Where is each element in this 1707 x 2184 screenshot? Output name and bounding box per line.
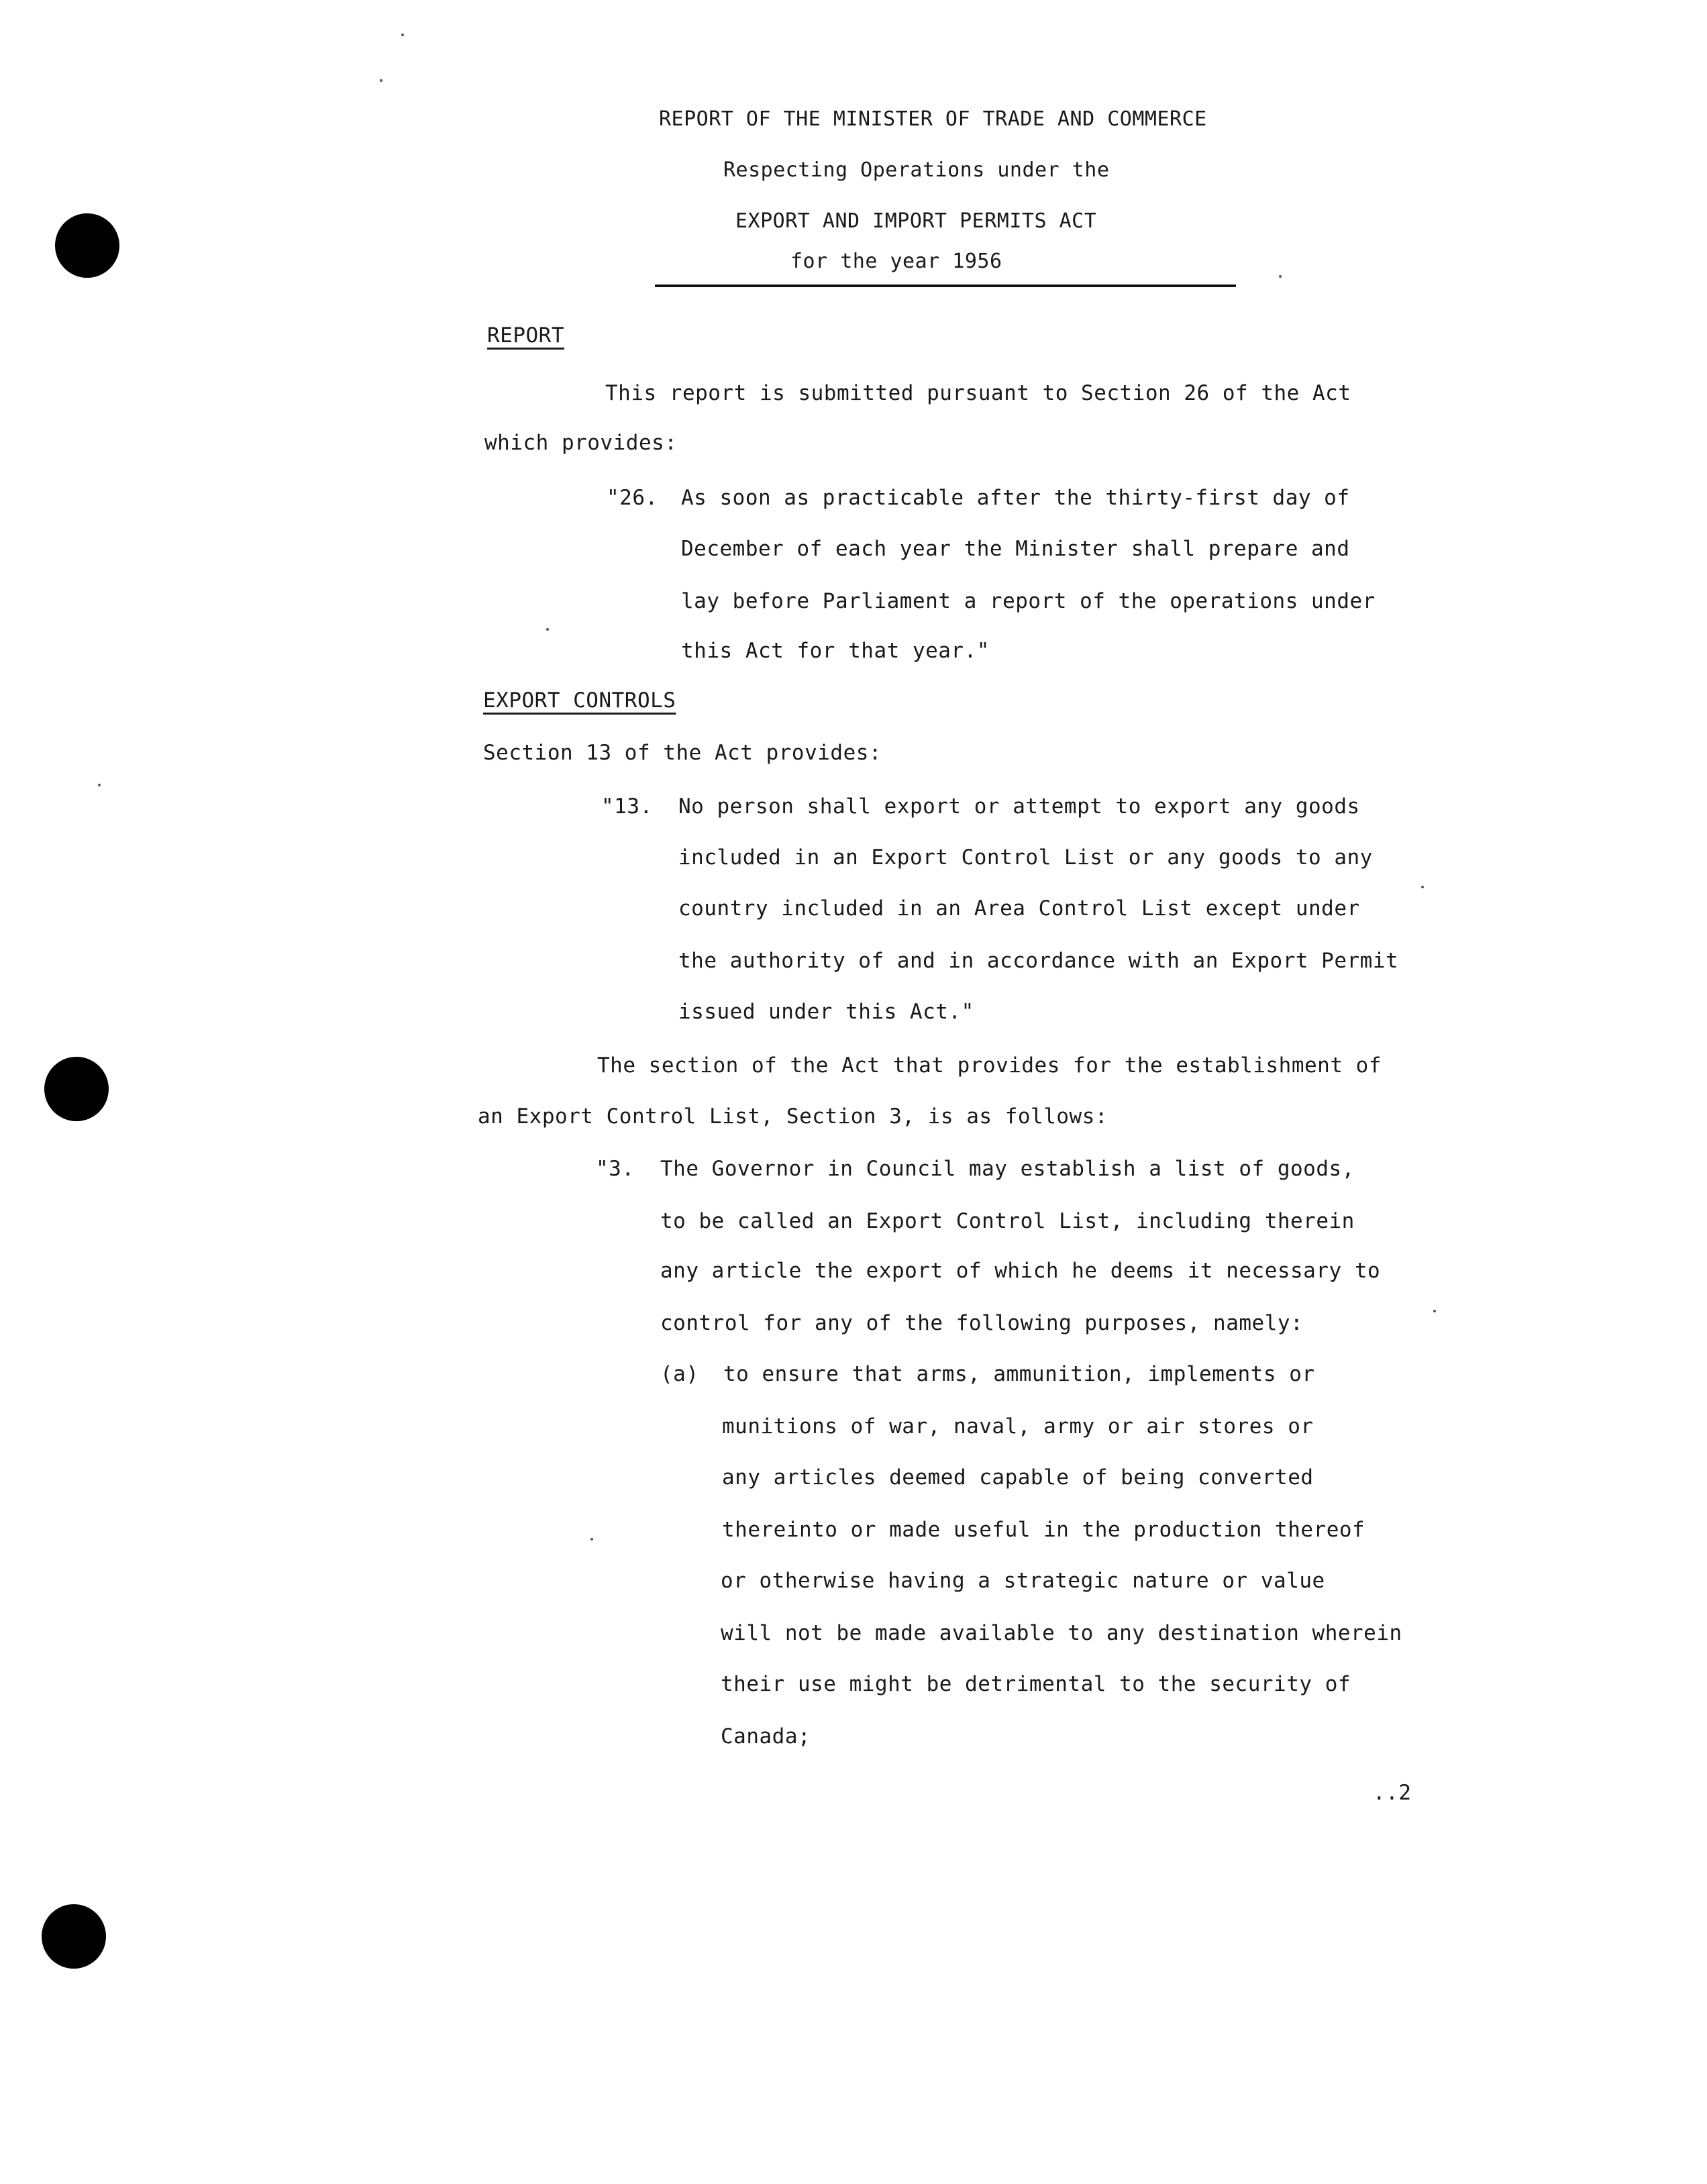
report-subtitle: Respecting Operations under the <box>723 158 1110 182</box>
report-title: REPORT OF THE MINISTER OF TRADE AND COMMERCE <box>659 107 1207 131</box>
quote-number: "13. <box>601 794 653 819</box>
item-line: will not be made available to any destination wherein <box>721 1621 1402 1645</box>
report-intro-line: which provides: <box>484 431 678 455</box>
quote-line: control for any of the following purposes, namely: <box>660 1311 1304 1335</box>
quote-line: lay before Parliament a report of the operations under <box>681 589 1376 613</box>
item-line: thereinto or made useful in the production thereof <box>722 1518 1365 1542</box>
scan-speck <box>401 34 404 36</box>
item-line: to ensure that arms, ammunition, implements or <box>723 1362 1315 1386</box>
quote-line: this Act for that year." <box>681 639 990 663</box>
scan-speck <box>546 628 549 631</box>
export-controls-heading: EXPORT CONTROLS <box>483 688 676 713</box>
quote-line: included in an Export Control List or any goods to any <box>678 845 1373 870</box>
header-rule <box>655 284 1236 287</box>
scan-speck <box>590 1538 593 1541</box>
punch-hole <box>42 1904 106 1969</box>
scan-speck <box>1279 275 1282 278</box>
item-line: munitions of war, naval, army or air stores or <box>722 1414 1314 1439</box>
page-continuation-marker: ..2 <box>1373 1781 1412 1805</box>
item-line: Canada; <box>721 1724 811 1749</box>
scan-speck <box>380 79 382 82</box>
item-line: their use might be detrimental to the security of <box>721 1672 1351 1696</box>
scan-speck <box>1421 886 1424 888</box>
section3-intro-line: The section of the Act that provides for the establishment of <box>597 1053 1382 1078</box>
act-title: EXPORT AND IMPORT PERMITS ACT <box>735 209 1097 233</box>
quote-line: country included in an Area Control List except under <box>678 896 1360 921</box>
item-line: any articles deemed capable of being converted <box>722 1465 1314 1490</box>
quote-line: The Governor in Council may establish a list of goods, <box>660 1157 1355 1181</box>
item-label: (a) <box>660 1362 699 1386</box>
punch-hole <box>44 1057 109 1121</box>
section3-intro-line: an Export Control List, Section 3, is as follows: <box>478 1104 1108 1129</box>
item-line: or otherwise having a strategic nature or value <box>721 1569 1325 1593</box>
quote-line: to be called an Export Control List, including therein <box>660 1209 1355 1233</box>
quote-number: "26. <box>607 486 658 510</box>
section13-intro: Section 13 of the Act provides: <box>483 741 882 765</box>
quote-line: the authority of and in accordance with an Export Permit <box>678 949 1399 973</box>
quote-line: any article the export of which he deems it necessary to <box>660 1259 1381 1283</box>
report-heading: REPORT <box>487 323 564 348</box>
quote-line: issued under this Act." <box>678 1000 974 1024</box>
quote-line: As soon as practicable after the thirty-first day of <box>681 486 1350 510</box>
report-year: for the year 1956 <box>790 250 1002 273</box>
quote-number: "3. <box>596 1157 635 1181</box>
quote-line: December of each year the Minister shall prepare and <box>681 537 1350 561</box>
scan-speck <box>98 784 101 786</box>
quote-line: No person shall export or attempt to export any goods <box>678 794 1360 819</box>
punch-hole <box>55 213 119 278</box>
report-intro-line: This report is submitted pursuant to Section 26 of the Act <box>605 381 1351 405</box>
scan-speck <box>1433 1310 1436 1312</box>
